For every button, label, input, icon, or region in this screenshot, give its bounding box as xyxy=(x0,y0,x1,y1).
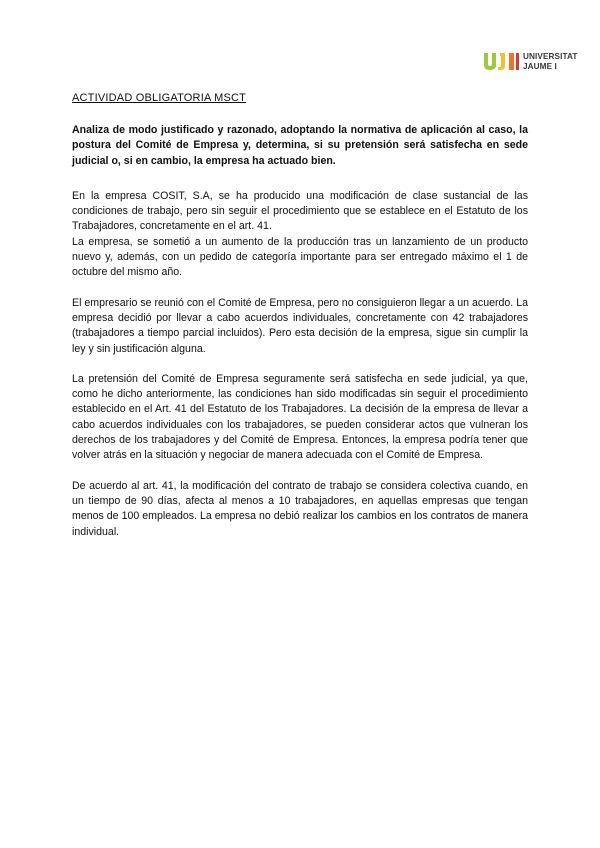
document-body xyxy=(72,92,528,540)
logo-i-icon xyxy=(509,53,514,70)
paragraph-spacer xyxy=(72,281,528,296)
logo-line-1: UNIVERSITAT xyxy=(523,52,578,61)
university-name xyxy=(523,52,577,71)
paragraph-spacer xyxy=(72,357,528,372)
paragraph-2: La empresa, se sometió a un aumento de la producción tras un lanzamiento de un producto nuevo y, además, con un pedido de categoría importante para ser entregado máximo el 1 de octubre del mismo año. xyxy=(72,235,528,279)
logo-bar-icon xyxy=(516,53,519,70)
paragraph-spacer xyxy=(72,464,528,479)
logo-j-icon xyxy=(498,53,505,70)
paragraph-3: El empresario se reunió con el Comité de Empresa, pero no consiguieron llegar a un acuerdo. La empresa decidió por llevar a cabo acuerdos individuales, concretamente con 42 trabajadores (trabajadores a tiempo parcial incluidos). Pero esta decisión de la empresa, sigue sin cumplir la ley y sin justificación alguna. xyxy=(72,296,528,355)
paragraph-1: En la empresa COSIT, S.A, se ha producido una modificación de clase sustancial de las condiciones de trabajo, pero sin seguir el procedimiento que se establece en el Estatuto de los Trabajadores, concretamente en el art. 41. xyxy=(72,189,528,233)
assignment-question: Analiza de modo justificado y razonado, adoptando la normativa de aplicación al caso, la postura del Comité de Empresa y, determina, si su pretensión será satisfecha en sede judicial o, si en cambio, la empresa ha actuado bien. xyxy=(72,124,528,167)
logo-u-icon xyxy=(484,53,496,70)
document-title: ACTIVIDAD OBLIGATORIA MSCT xyxy=(72,92,247,104)
paragraph-4: La pretensión del Comité de Empresa seguramente será satisfecha en sede judicial, ya que, como he dicho anteriormente, las condiciones han sido modificadas sin seguir el procedimiento establecido en el Art. 41 del Estatuto de los Trabajadores. La decisión de la empresa de llevar a cabo acuerdos individuales con los trabajadores, se pueden considerar actos que vulneran los derechos de los trabajadores y del Comité de Empresa. Entonces, la empresa podría tener que volver atrás en la situación y negociar de manera adecuada con el Comité de Empresa. xyxy=(72,372,528,462)
logo-line-2: JAUME I xyxy=(523,61,557,71)
paragraph-5: De acuerdo al art. 41, la modificación del contrato de trabajo se considera colectiva cuando, en un tiempo de 90 días, afecta al menos a 10 trabajadores, en aquellas empresas que tengan menos de 100 empleados. La empresa no debió realizar los cambios en los contratos de manera individual. xyxy=(72,479,528,538)
